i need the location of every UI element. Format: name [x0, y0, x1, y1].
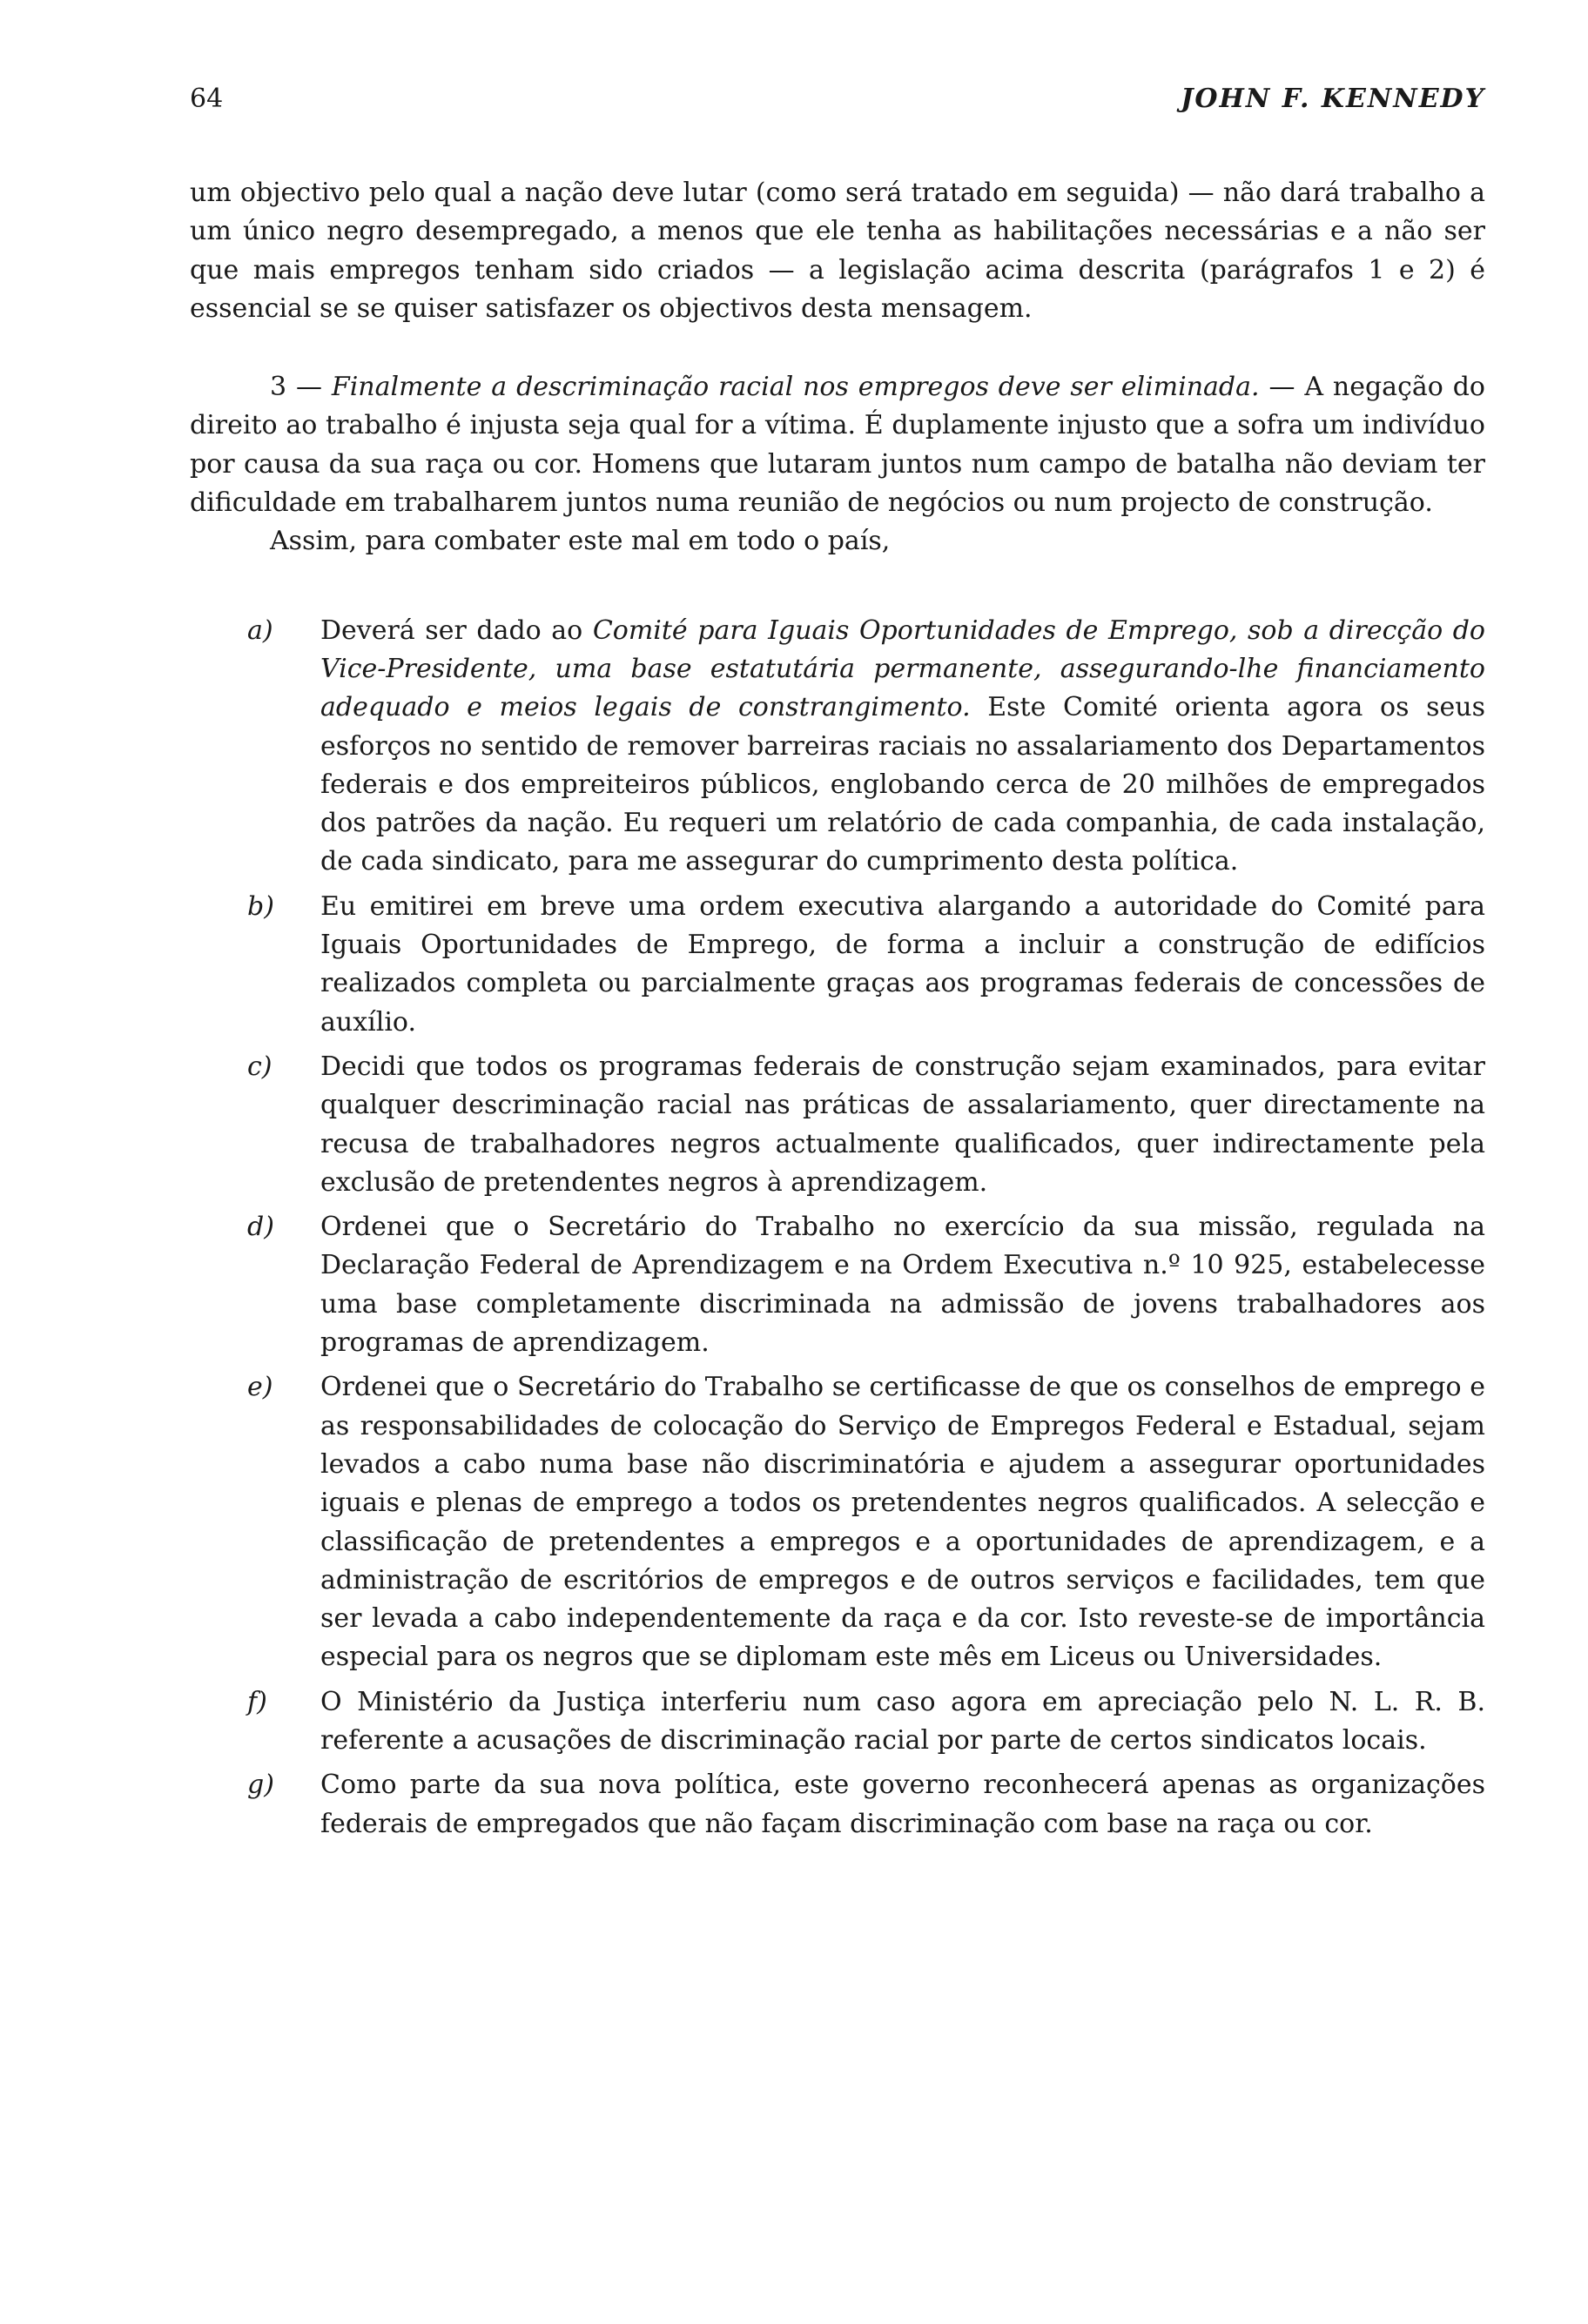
- measures-list: [190, 612, 1485, 1844]
- item-text: Eu emitirei em breve uma ordem executiva alargando a autoridade do Comité para Iguais Oportunidades de Emprego, de forma a incluir a construção de edifícios realizados completa ou parcialmente graças aos programas federais de concessões de auxílio.: [320, 890, 1485, 1038]
- list-item: [190, 612, 1485, 882]
- item-text: Ordenei que o Secretário do Trabalho no exercício da sua missão, regulada na Declaração Federal de Aprendizagem e na Ordem Executiva n.º 10 925, estabelecesse uma base completamente discriminada na admissão de jovens trabalhadores aos programas de aprendizagem.: [320, 1212, 1485, 1359]
- item-lead: Deverá ser dado ao: [320, 615, 593, 646]
- list-item: [190, 1048, 1485, 1202]
- paragraph-intro-list: Assim, para combater este mal em todo o país,: [270, 526, 891, 557]
- item-text: Ordenei que o Secretário do Trabalho se certificasse de que os conselhos de emprego e as responsabilidades de colocação do Serviço de Empregos Federal e Estadual, sejam levados a cabo numa base não discriminatória e ajudem a assegurar oportunidades iguais e plenas de emprego a todos os pretendentes negros qualificados. A selecção e classificação de pretendentes a empregos e a oportunidades de aprendizagem, e a administração de escritórios de empregos e de outros serviços e facilidades, tem que ser levada a cabo independentemente da raça e da cor. Isto reveste-se de importância especial para os negros que se diplomam este mês em Liceus ou Universidades.: [320, 1372, 1485, 1673]
- item-text: O Ministério da Justiça interferiu num caso agora em apreciação pelo N. L. R. B. referente a acusações de discriminação racial por parte de certos sindicatos locais.: [320, 1686, 1485, 1756]
- list-marker: a): [247, 615, 273, 646]
- item-text: Este Comité orienta agora os seus esforços no sentido de remover barreiras raciais no assalariamento dos Departamentos federais e dos empreiteiros públicos, englobando cerca de 20 milhões de empregados dos patrões da nação. Eu requeri um relatório de cada companhia, de cada instalação, de cada sindicato, para me assegurar do cumprimento desta política.: [320, 692, 1485, 877]
- section-text: — A negação do direito ao trabalho é injusta seja qual for a vítima. É duplamente injusto que a sofra um indivíduo por causa da sua raça ou cor. Homens que lutaram juntos num campo de batalha não deviam ter dificuldade em trabalharem juntos numa reunião de negócios ou num projecto de construção.: [190, 372, 1485, 519]
- list-item: [190, 888, 1485, 1042]
- list-item: [190, 1368, 1485, 1676]
- item-text: Decidi que todos os programas federais de construção sejam examinados, para evitar qualquer descriminação racial nas práticas de assalariamento, quer directamente na recusa de trabalhadores negros actualmente qualificados, quer indirectamente pela exclusão de pretendentes negros à aprendizagem.: [320, 1051, 1485, 1198]
- list-item: [190, 1208, 1485, 1362]
- page-body: [190, 174, 1485, 1850]
- list-marker: c): [247, 1051, 273, 1082]
- list-item: [190, 1766, 1485, 1844]
- running-title: JOHN F. KENNEDY: [1181, 84, 1485, 114]
- paragraph-continuation: um objectivo pelo qual a nação deve lutar (como será tratado em seguida) — não dará trabalho a um único negro desempregado, a menos que ele tenha as habilitações necessárias e a não ser que mais empregos tenham sido criados — a legislação acima descrita (parágrafos 1 e 2) é essencial se se quiser satisfazer os objectivos desta mensagem.: [190, 178, 1485, 324]
- section-heading: Finalmente a descriminação racial nos empregos deve ser eliminada.: [331, 372, 1260, 403]
- item-italic: Comité para Iguais Oportunidades de Emprego, sob a direcção do Vice-Presidente, uma base estatutária permanente, assegurando-lhe financiamento adequado e meios legais de constrangimento.: [320, 615, 1485, 723]
- list-marker: b): [247, 890, 274, 922]
- list-marker: g): [247, 1770, 274, 1801]
- list-marker: f): [247, 1686, 267, 1717]
- list-marker: d): [247, 1212, 274, 1243]
- list-marker: e): [247, 1372, 273, 1403]
- page-header: [190, 84, 1485, 114]
- list-item: [190, 1683, 1485, 1761]
- page-number: 64: [190, 84, 224, 114]
- item-text: Como parte da sua nova política, este governo reconhecerá apenas as organizações federais de empregados que não façam discriminação com base na raça ou cor.: [320, 1770, 1485, 1839]
- section-number: 3 —: [270, 372, 332, 403]
- paragraph-section-3: [190, 368, 1485, 522]
